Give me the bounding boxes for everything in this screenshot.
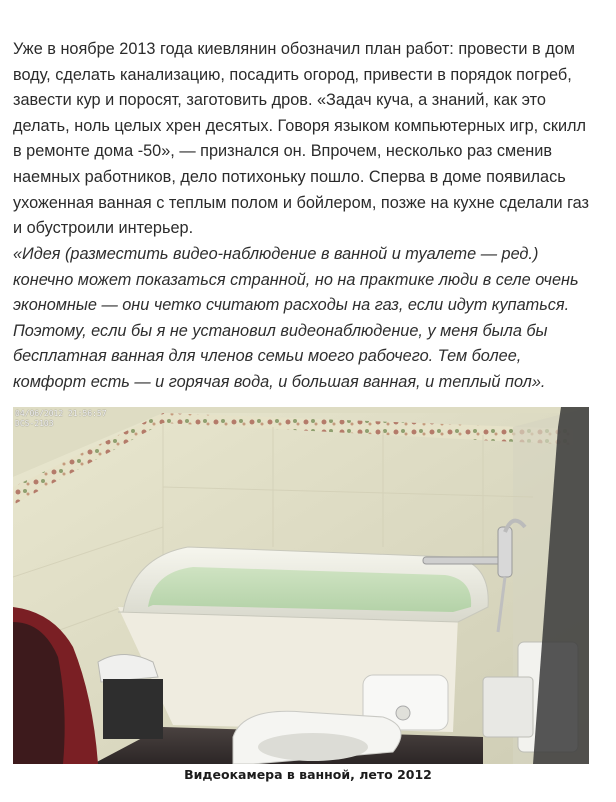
camera-overlay [15,409,107,429]
bathroom-scene [13,407,589,764]
bathroom-camera-photo [13,407,589,764]
photo-caption: Видеокамера в ванной, лето 2012 [184,767,432,782]
camera-label: DCS-2103 [15,419,54,428]
trash-bin [98,655,163,740]
camera-timestamp: 04/06/2012 21:56:57 [15,409,107,418]
article-quote: «Идея (разместить видео-наблюдение в ванной и туалете — ред.) конечно может показаться странной, но на практике люди в селе очень экономные — они четко считают расходы на газ, если идут купаться. Поэтому, если бы я не установил видеонаблюдение, у меня была бы бесплатная ванная для членов семьи моего рабочего. Тем более, комфорт есть — и горячая вода, и большая ванная, и теплый пол». [13,245,579,391]
article-paragraph: Уже в ноябре 2013 года киевлянин обозначил план работ: провести в дом воду, сделать канализацию, посадить огород, привести в порядок погреб, завести кур и поросят, заготовить дров. «Задач куча, а знаний, как это делать, ноль целых хрен десятых. Говоря языком компьютерных игр, скилл в ремонте дома -50», — признался он. Впрочем, несколько раз сменив наемных работников, дело потихоньку пошло. Сперва в доме появилась ухоженная ванная с теплым полом и бойлером, позже на кухне сделали газ и обустроили интерьер. [13,40,589,238]
